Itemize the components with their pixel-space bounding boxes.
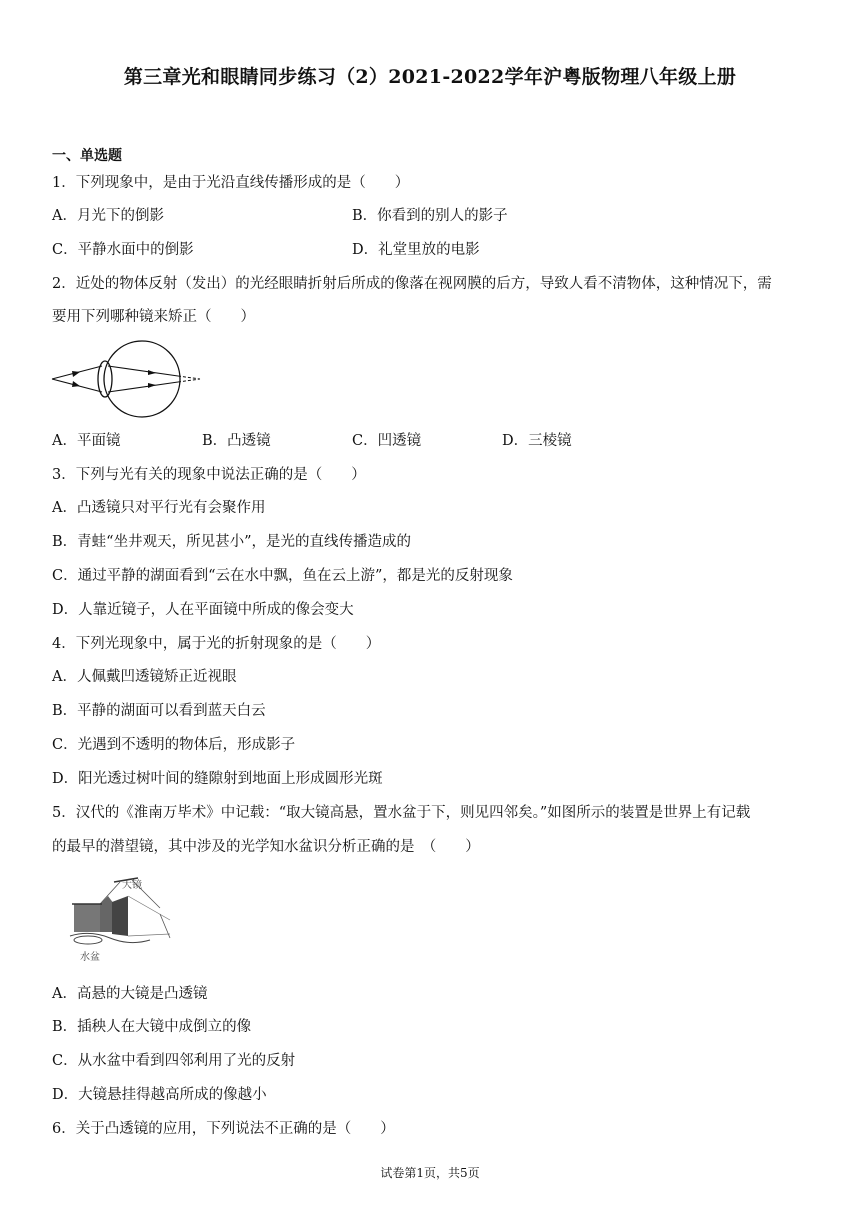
- q4-option-b: B．平静的湖面可以看到蓝天白云: [52, 703, 266, 719]
- q5-option-b: B．插秧人在大镜中成倒立的像: [52, 1019, 252, 1035]
- ground-line: [70, 933, 150, 942]
- section-heading: 一、单选题: [52, 148, 122, 164]
- arrow-head-top: [72, 371, 80, 377]
- eyeball-outline: [104, 341, 180, 417]
- q1-option-b: B．你看到的别人的影子: [352, 208, 508, 224]
- building: [74, 904, 100, 932]
- q2-option-c: C．凹透镜: [352, 433, 422, 449]
- wall-shadow: [112, 896, 128, 936]
- dashed-extension-top: [178, 376, 200, 379]
- q3-option-c: C．通过平静的湖面看到“云在水中飘，鱼在云上游”，都是光的反射现象: [52, 568, 513, 584]
- label-mirror: 大镜: [122, 880, 142, 891]
- sight-line-bottom: [128, 934, 170, 936]
- label-basin: 水盆: [80, 952, 100, 963]
- q5-option-c: C．从水盆中看到四邻利用了光的反射: [52, 1053, 296, 1069]
- q4-option-a: A．人佩戴凹透镜矫正近视眼: [52, 669, 237, 685]
- refracted-ray-top: [108, 366, 178, 376]
- periscope-illustration: [60, 874, 180, 964]
- q2-option-d: D．三棱镜: [502, 433, 572, 449]
- q2-option-a: A．平面镜: [52, 433, 121, 449]
- q3-option-a: A．凸透镜只对平行光有会聚作用: [52, 500, 266, 516]
- q3-option-d: D．人靠近镜子，人在平面镜中所成的像会变大: [52, 602, 354, 618]
- sight-line-top: [128, 896, 170, 920]
- q5-option-d: D．大镜悬挂得越高所成的像越小: [52, 1087, 267, 1103]
- arrow-head-bottom: [72, 381, 80, 387]
- q4-option-d: D．阳光透过树叶间的缝隙射到地面上形成圆形光斑: [52, 771, 383, 787]
- q1-option-c: C．平静水面中的倒影: [52, 242, 194, 258]
- q2-option-b: B．凸透镜: [202, 433, 271, 449]
- q5-stem-line1: 5．汉代的《淮南万毕术》中记载：“取大镜高悬，置水盆于下，则见四邻矣。”如图所示的装置是世界上有记载: [52, 805, 751, 821]
- q4-option-c: C．光遇到不透明的物体后，形成影子: [52, 737, 296, 753]
- refracted-ray-bottom: [108, 382, 178, 392]
- q1-stem: 1．下列现象中，是由于光沿直线传播形成的是（ ）: [52, 175, 410, 191]
- water-basin-shape: [74, 936, 102, 944]
- q2-stem-line1: 2．近处的物体反射（发出）的光经眼睛折射后所成的像落在视网膜的后方，导致人看不清物体，这种情况下，需: [52, 276, 772, 292]
- q5-stem-line2: 的最早的潜望镜，其中涉及的光学知水盆识分析正确的是 （ ）: [52, 839, 480, 855]
- q1-option-a: A．月光下的倒影: [52, 208, 164, 224]
- q6-stem: 6．关于凸透镜的应用，下列说法不正确的是（ ）: [52, 1121, 395, 1137]
- eye-diagram-figure: [50, 336, 210, 422]
- periscope-drawing: [60, 874, 180, 964]
- q1-option-d: D．礼堂里放的电影: [352, 242, 480, 258]
- q2-stem-line2: 要用下列哪种镜来矫正（ ）: [52, 309, 255, 325]
- page-footer: 试卷第1页，共5页: [380, 1166, 480, 1180]
- dashed-extension-bottom: [178, 379, 200, 382]
- q5-option-a: A．高悬的大镜是凸透镜: [52, 986, 208, 1002]
- q3-option-b: B．青蛙“坐井观天，所见甚小”，是光的直线传播造成的: [52, 534, 411, 550]
- exam-title: 第三章光和眼睛同步练习（2）2021-2022学年沪粤版物理八年级上册: [123, 66, 737, 88]
- q4-stem: 4．下列光现象中，属于光的折射现象的是（ ）: [52, 636, 381, 652]
- q3-stem: 3．下列与光有关的现象中说法正确的是（ ）: [52, 467, 366, 483]
